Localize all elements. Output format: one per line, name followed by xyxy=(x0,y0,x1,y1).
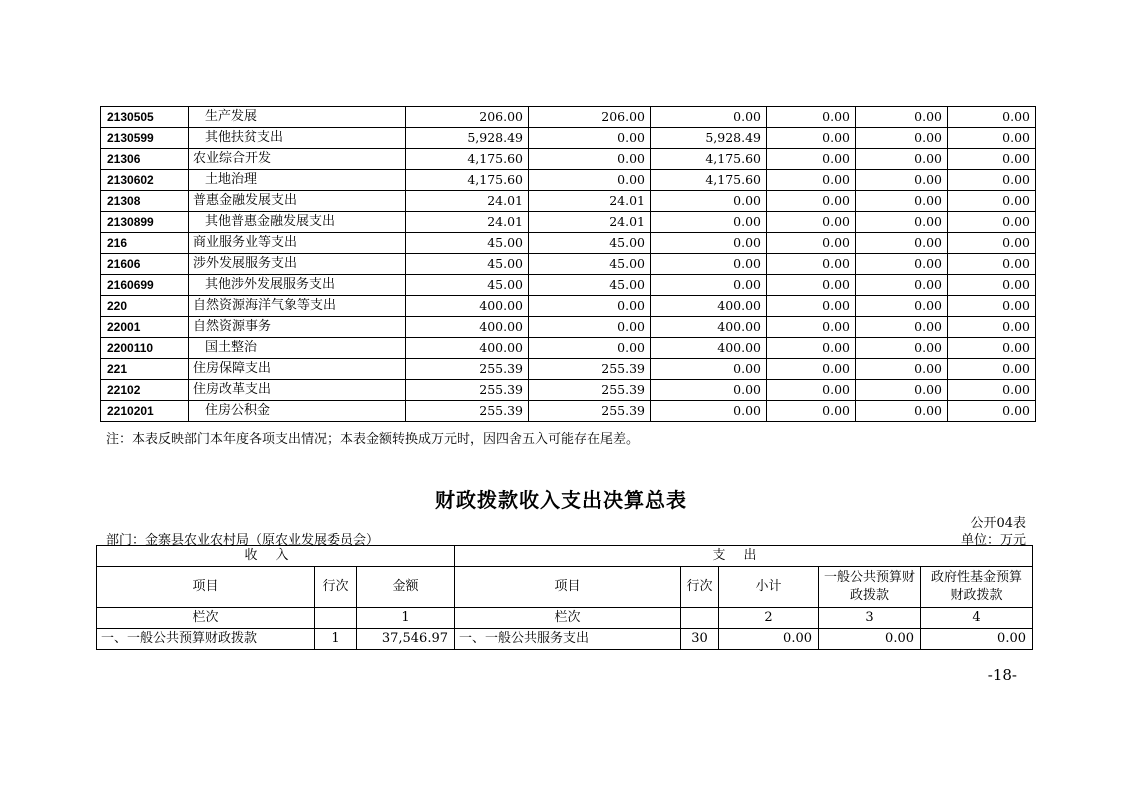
row-value-2: 0.00 xyxy=(529,296,651,317)
row-value-2: 24.01 xyxy=(529,212,651,233)
row-value-4: 0.00 xyxy=(767,338,856,359)
row-value-5: 0.00 xyxy=(856,212,948,233)
row-value-2: 45.00 xyxy=(529,254,651,275)
row-code: 2160699 xyxy=(101,275,189,296)
table-row xyxy=(101,128,1036,149)
row-value-6: 0.00 xyxy=(948,107,1036,128)
row-value-3: 0.00 xyxy=(651,191,767,212)
summary-header-row xyxy=(97,546,1033,567)
row-value-3: 400.00 xyxy=(651,296,767,317)
row-code: 22001 xyxy=(101,317,189,338)
row-value-1: 400.00 xyxy=(406,338,529,359)
income-item: 一、一般公共预算财政拨款 xyxy=(97,629,315,650)
row-value-3: 0.00 xyxy=(651,359,767,380)
row-value-5: 0.00 xyxy=(856,275,948,296)
row-value-5: 0.00 xyxy=(856,380,948,401)
row-value-1: 4,175.60 xyxy=(406,149,529,170)
row-code: 21308 xyxy=(101,191,189,212)
expense-item: 一、一般公共服务支出 xyxy=(455,629,681,650)
row-name: 生产发展 xyxy=(189,107,406,128)
row-name: 其他涉外发展服务支出 xyxy=(189,275,406,296)
row-value-2: 255.39 xyxy=(529,359,651,380)
row-value-4: 0.00 xyxy=(767,401,856,422)
row-name: 住房保障支出 xyxy=(189,359,406,380)
col-index-empty-2 xyxy=(681,608,719,629)
table-row xyxy=(101,107,1036,128)
table-row xyxy=(101,212,1036,233)
row-value-1: 255.39 xyxy=(406,359,529,380)
row-code: 220 xyxy=(101,296,189,317)
row-value-5: 0.00 xyxy=(856,338,948,359)
row-value-5: 0.00 xyxy=(856,191,948,212)
row-value-6: 0.00 xyxy=(948,401,1036,422)
row-value-3: 400.00 xyxy=(651,338,767,359)
col-expense-item: 项目 xyxy=(455,567,681,608)
row-value-6: 0.00 xyxy=(948,128,1036,149)
col-fund-budget: 政府性基金预算财政拨款 xyxy=(921,567,1033,608)
col-income-item: 项目 xyxy=(97,567,315,608)
row-value-6: 0.00 xyxy=(948,359,1036,380)
row-value-5: 0.00 xyxy=(856,254,948,275)
row-code: 2200110 xyxy=(101,338,189,359)
row-name: 自然资源海洋气象等支出 xyxy=(189,296,406,317)
income-row-no: 1 xyxy=(315,629,357,650)
row-value-1: 5,928.49 xyxy=(406,128,529,149)
summary-column-header-row xyxy=(97,567,1033,608)
row-value-3: 4,175.60 xyxy=(651,149,767,170)
row-value-2: 45.00 xyxy=(529,275,651,296)
table-row xyxy=(101,254,1036,275)
income-amount: 37,546.97 xyxy=(357,629,455,650)
row-value-3: 0.00 xyxy=(651,254,767,275)
row-value-4: 0.00 xyxy=(767,191,856,212)
row-value-6: 0.00 xyxy=(948,275,1036,296)
col-general-budget: 一般公共预算财政拨款 xyxy=(819,567,921,608)
expenditure-detail-body xyxy=(101,107,1036,422)
row-value-2: 0.00 xyxy=(529,317,651,338)
row-value-3: 0.00 xyxy=(651,107,767,128)
row-value-3: 0.00 xyxy=(651,380,767,401)
col-income-row-no: 行次 xyxy=(315,567,357,608)
col-index-label-2: 栏次 xyxy=(455,608,681,629)
expense-subtotal: 0.00 xyxy=(719,629,819,650)
summary-table xyxy=(96,545,1033,650)
table-note: 注：本表反映部门本年度各项支出情况；本表金额转换成万元时，因四舍五入可能存在尾差。 xyxy=(106,432,640,447)
row-value-6: 0.00 xyxy=(948,296,1036,317)
row-value-4: 0.00 xyxy=(767,317,856,338)
row-value-3: 0.00 xyxy=(651,401,767,422)
row-value-5: 0.00 xyxy=(856,401,948,422)
table-row xyxy=(97,629,1033,650)
table-row xyxy=(101,296,1036,317)
row-value-1: 24.01 xyxy=(406,212,529,233)
row-value-6: 0.00 xyxy=(948,212,1036,233)
row-name: 商业服务业等支出 xyxy=(189,233,406,254)
row-value-5: 0.00 xyxy=(856,359,948,380)
row-value-2: 255.39 xyxy=(529,380,651,401)
table-row xyxy=(101,401,1036,422)
row-value-3: 400.00 xyxy=(651,317,767,338)
table-row xyxy=(101,275,1036,296)
row-value-1: 45.00 xyxy=(406,275,529,296)
table-row xyxy=(101,380,1036,401)
row-code: 21606 xyxy=(101,254,189,275)
row-value-3: 0.00 xyxy=(651,233,767,254)
row-value-4: 0.00 xyxy=(767,380,856,401)
row-value-5: 0.00 xyxy=(856,107,948,128)
row-name: 住房公积金 xyxy=(189,401,406,422)
expense-row-no: 30 xyxy=(681,629,719,650)
expense-fund-budget: 0.00 xyxy=(921,629,1033,650)
expenditure-detail-table xyxy=(100,106,1036,422)
row-value-6: 0.00 xyxy=(948,233,1036,254)
row-code: 2130599 xyxy=(101,128,189,149)
row-value-3: 4,175.60 xyxy=(651,170,767,191)
row-code: 2130899 xyxy=(101,212,189,233)
department-label: 部门：金寨县农业农村局（原农业发展委员会） xyxy=(106,533,380,548)
row-value-5: 0.00 xyxy=(856,233,948,254)
table-row xyxy=(101,170,1036,191)
row-name: 农业综合开发 xyxy=(189,149,406,170)
form-number: 公开04表 xyxy=(970,516,1026,531)
row-code: 22102 xyxy=(101,380,189,401)
summary-table-title: 财政拨款收入支出决算总表 xyxy=(435,488,687,512)
unit-label: 单位：万元 xyxy=(960,533,1026,548)
income-header: 收入 xyxy=(97,546,455,567)
row-value-6: 0.00 xyxy=(948,149,1036,170)
row-value-4: 0.00 xyxy=(767,233,856,254)
col-index-4: 4 xyxy=(921,608,1033,629)
page-number: -18- xyxy=(987,666,1017,684)
row-code: 21306 xyxy=(101,149,189,170)
row-value-4: 0.00 xyxy=(767,275,856,296)
row-value-1: 206.00 xyxy=(406,107,529,128)
table-row xyxy=(101,317,1036,338)
row-name: 其他扶贫支出 xyxy=(189,128,406,149)
col-index-3: 3 xyxy=(819,608,921,629)
row-value-1: 400.00 xyxy=(406,296,529,317)
row-value-4: 0.00 xyxy=(767,107,856,128)
row-value-3: 5,928.49 xyxy=(651,128,767,149)
row-value-2: 0.00 xyxy=(529,149,651,170)
row-value-6: 0.00 xyxy=(948,338,1036,359)
row-value-6: 0.00 xyxy=(948,191,1036,212)
row-value-5: 0.00 xyxy=(856,170,948,191)
row-code: 221 xyxy=(101,359,189,380)
row-value-2: 24.01 xyxy=(529,191,651,212)
col-index-2: 2 xyxy=(719,608,819,629)
row-value-1: 255.39 xyxy=(406,401,529,422)
row-value-1: 255.39 xyxy=(406,380,529,401)
row-value-1: 400.00 xyxy=(406,317,529,338)
row-value-4: 0.00 xyxy=(767,359,856,380)
table-row xyxy=(101,149,1036,170)
row-value-2: 45.00 xyxy=(529,233,651,254)
row-name: 其他普惠金融发展支出 xyxy=(189,212,406,233)
row-value-6: 0.00 xyxy=(948,254,1036,275)
row-value-4: 0.00 xyxy=(767,149,856,170)
row-value-2: 0.00 xyxy=(529,338,651,359)
row-value-4: 0.00 xyxy=(767,170,856,191)
row-value-1: 24.01 xyxy=(406,191,529,212)
row-value-2: 0.00 xyxy=(529,170,651,191)
row-value-4: 0.00 xyxy=(767,212,856,233)
expense-header: 支出 xyxy=(455,546,1033,567)
row-code: 2130505 xyxy=(101,107,189,128)
row-value-6: 0.00 xyxy=(948,380,1036,401)
row-value-4: 0.00 xyxy=(767,128,856,149)
row-value-5: 0.00 xyxy=(856,296,948,317)
row-name: 普惠金融发展支出 xyxy=(189,191,406,212)
row-value-4: 0.00 xyxy=(767,254,856,275)
row-value-1: 45.00 xyxy=(406,254,529,275)
row-name: 涉外发展服务支出 xyxy=(189,254,406,275)
row-code: 2210201 xyxy=(101,401,189,422)
col-index-label: 栏次 xyxy=(97,608,315,629)
row-code: 2130602 xyxy=(101,170,189,191)
col-income-amount: 金额 xyxy=(357,567,455,608)
row-value-1: 4,175.60 xyxy=(406,170,529,191)
row-value-2: 206.00 xyxy=(529,107,651,128)
col-index-1: 1 xyxy=(357,608,455,629)
col-index-empty xyxy=(315,608,357,629)
row-name: 自然资源事务 xyxy=(189,317,406,338)
row-value-2: 0.00 xyxy=(529,128,651,149)
table-row xyxy=(101,191,1036,212)
table-row xyxy=(101,233,1036,254)
table-row xyxy=(101,359,1036,380)
expense-general-budget: 0.00 xyxy=(819,629,921,650)
row-value-2: 255.39 xyxy=(529,401,651,422)
row-code: 216 xyxy=(101,233,189,254)
row-value-5: 0.00 xyxy=(856,317,948,338)
col-expense-row-no: 行次 xyxy=(681,567,719,608)
row-name: 土地治理 xyxy=(189,170,406,191)
row-value-6: 0.00 xyxy=(948,170,1036,191)
col-subtotal: 小计 xyxy=(719,567,819,608)
row-name: 国土整治 xyxy=(189,338,406,359)
column-index-row xyxy=(97,608,1033,629)
row-value-5: 0.00 xyxy=(856,128,948,149)
row-value-4: 0.00 xyxy=(767,296,856,317)
row-value-6: 0.00 xyxy=(948,317,1036,338)
row-value-1: 45.00 xyxy=(406,233,529,254)
table-row xyxy=(101,338,1036,359)
row-value-3: 0.00 xyxy=(651,275,767,296)
row-name: 住房改革支出 xyxy=(189,380,406,401)
row-value-3: 0.00 xyxy=(651,212,767,233)
row-value-5: 0.00 xyxy=(856,149,948,170)
